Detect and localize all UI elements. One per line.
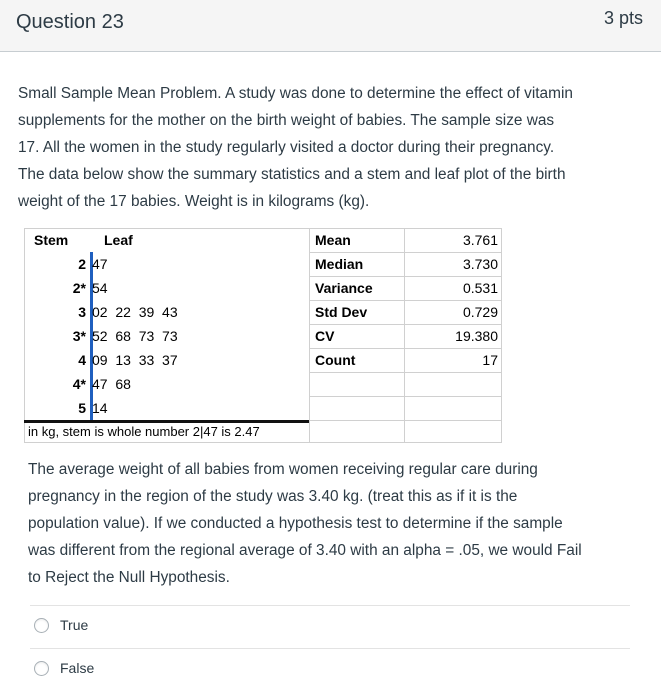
table-gridline (309, 372, 502, 373)
leaf-value: 52 68 73 73 (92, 328, 178, 344)
table-gridline (309, 252, 502, 253)
intro-line: weight of the 17 babies. Weight is in kilograms (kg). (18, 193, 370, 210)
body-line: The average weight of all babies from women receiving regular care during (28, 461, 538, 478)
radio-button[interactable] (34, 661, 49, 676)
stat-value: 3.761 (462, 232, 498, 248)
stat-value: 17 (482, 352, 498, 368)
answer-option-true[interactable] (34, 617, 88, 633)
leaf-value: 54 (92, 280, 108, 296)
leaf-value: 09 13 33 37 (92, 352, 178, 368)
question-header (0, 0, 661, 52)
table-gridline (309, 348, 502, 349)
question-intro (18, 80, 648, 215)
answer-option-false[interactable] (34, 660, 94, 676)
stat-label: Mean (315, 232, 351, 248)
table-border (309, 228, 310, 442)
table-gridline (309, 324, 502, 325)
body-line: was different from the regional average of 3.40 with an alpha = .05, we would Fail (28, 542, 582, 559)
table-footnote: in kg, stem is whole number 2|47 is 2.47 (28, 424, 260, 439)
stem-value: 3* (72, 328, 86, 344)
leaf-value: 47 (92, 256, 108, 272)
table-gridline (309, 420, 502, 421)
stat-label: Median (315, 256, 364, 272)
radio-button[interactable] (34, 618, 49, 633)
stat-value: 19.380 (455, 328, 498, 344)
stat-label: Std Dev (315, 304, 368, 320)
stat-value: 0.531 (462, 280, 498, 296)
question-points: 3 pts (603, 8, 643, 28)
table-gridline (309, 300, 502, 301)
leaf-value: 02 22 39 43 (92, 304, 178, 320)
stem-header: Stem (34, 232, 69, 248)
body-line: pregnancy in the region of the study was 3.40 kg. (treat this as if it is the (28, 488, 518, 505)
leaf-value: 47 68 (92, 376, 131, 392)
table-border (404, 228, 405, 442)
table-border (501, 228, 502, 442)
leaf-value: 14 (92, 400, 108, 416)
stat-value: 3.730 (462, 256, 498, 272)
question-title: Question 23 (16, 11, 124, 33)
stem-value: 4 (78, 352, 86, 368)
table-gridline (309, 396, 502, 397)
stem-value: 4* (72, 376, 86, 392)
stem-value: 5 (78, 400, 86, 416)
body-line: population value). If we conducted a hypothesis test to determine if the sample (28, 515, 563, 532)
stem-value: 2 (78, 256, 86, 272)
intro-line: Small Sample Mean Problem. A study was done to determine the effect of vitamin (18, 85, 573, 102)
answer-label[interactable]: False (60, 660, 95, 676)
stat-value: 0.729 (462, 304, 498, 320)
intro-line: The data below show the summary statistics and a stem and leaf plot of the birth (18, 166, 566, 183)
answer-label[interactable]: True (60, 617, 89, 633)
stat-label: Variance (315, 280, 373, 296)
stem-leaf-bottom-rule (24, 420, 309, 423)
intro-line: supplements for the mother on the birth weight of babies. The sample size was (18, 112, 555, 129)
stem-value: 3 (78, 304, 86, 320)
stem-value: 2* (72, 280, 86, 296)
question-body (28, 456, 634, 591)
stats-table (24, 228, 502, 442)
stat-label: Count (315, 352, 356, 368)
leaf-header: Leaf (104, 232, 133, 248)
answer-divider (30, 648, 630, 649)
body-line: to Reject the Null Hypothesis. (28, 569, 230, 586)
intro-line: 17. All the women in the study regularly visited a doctor during their pregnancy. (18, 139, 555, 156)
table-border (24, 228, 502, 229)
table-border (24, 442, 502, 443)
stat-label: CV (315, 328, 335, 344)
table-gridline (309, 276, 502, 277)
answer-divider (30, 605, 630, 606)
